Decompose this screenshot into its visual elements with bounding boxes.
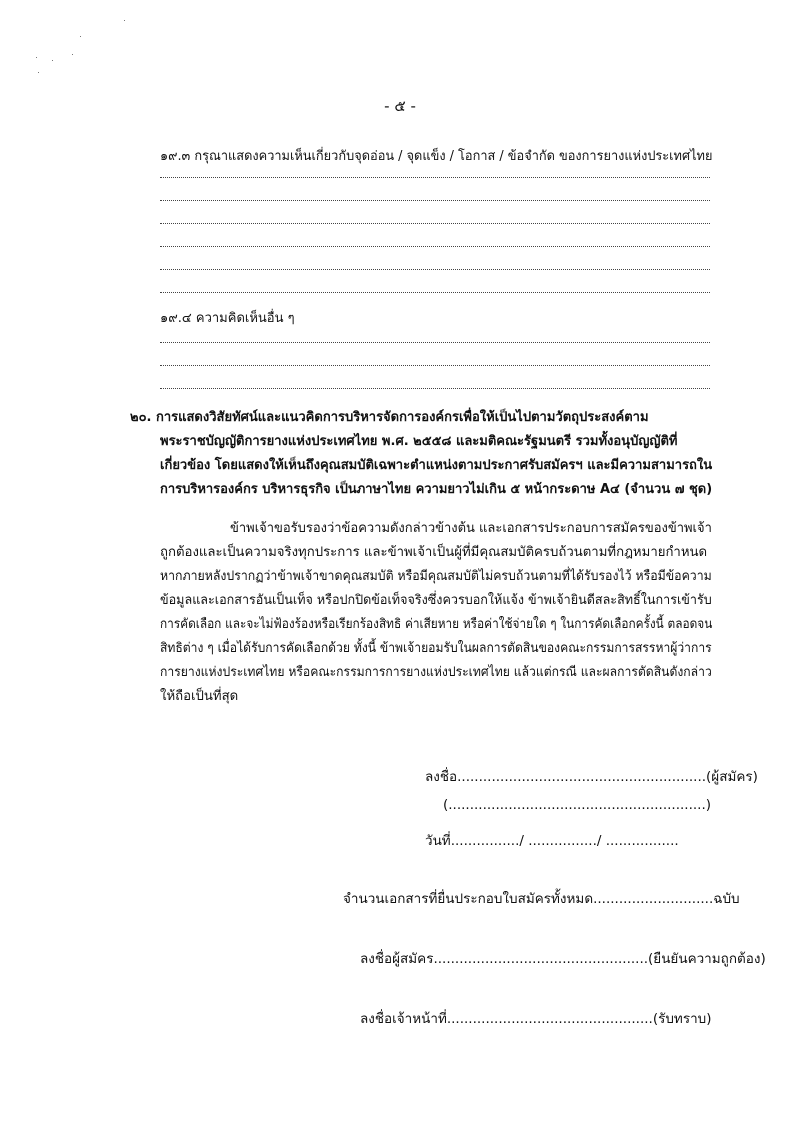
- declaration-line: หากภายหลังปรากฏว่าข้าพเจ้าขาดคุณสมบัติ หรือมีคุณสมบัติไม่ครบถ้วนตามที่ได้รับรองไว้ หรือมีข้อความ: [160, 569, 712, 584]
- answer-line[interactable]: [160, 200, 710, 201]
- documents-count-line[interactable]: จำนวนเอกสารที่ยื่นประกอบใบสมัครทั้งหมด............................ฉบับ: [343, 891, 740, 907]
- answer-line[interactable]: [160, 246, 710, 247]
- section-20-line: การบริหารองค์กร บริหารธุรกิจ เป็นภาษาไทย ความยาวไม่เกิน ๕ หน้ากระดาษ A๔ (จำนวน ๗ ชุด): [160, 482, 713, 497]
- declaration-line: ข้าพเจ้าขอรับรองว่าข้อความดังกล่าวข้างต้น และเอกสารประกอบการสมัครของข้าพเจ้า: [230, 521, 712, 536]
- answer-line[interactable]: [160, 223, 710, 224]
- applicant-signature-line[interactable]: ลงชื่อ..........................................................(ผู้สมัคร): [425, 769, 758, 785]
- section-20-line: เกี่ยวข้อง โดยแสดงให้เห็นถึงคุณสมบัติเฉพาะตำแหน่งตามประกาศรับสมัครฯ และมีความสามารถใน: [160, 458, 713, 473]
- declaration-line: การคัดเลือก และจะไม่ฟ้องร้องหรือเรียกร้องสิทธิ ค่าเสียหาย หรือค่าใช้จ่ายใด ๆ ในการคัดเลือกครั้งนี้ ตลอดจน: [160, 617, 713, 632]
- officer-signature-line[interactable]: ลงชื่อเจ้าหน้าที่................................................(รับทราบ): [360, 1011, 712, 1027]
- answer-line[interactable]: [160, 269, 710, 270]
- applicant-name-line[interactable]: (............................................................): [443, 797, 712, 813]
- declaration-line: สิทธิต่าง ๆ เมื่อได้รับการคัดเลือกด้วย ทั้งนี้ ข้าพเจ้ายอมรับในผลการตัดสินของคณะกรรมการสรรหาผู้ว่าการ: [160, 641, 712, 656]
- question-19-3-label: ๑๙.๓ กรุณาแสดงความเห็นเกี่ยวกับจุดอ่อน / จุดแข็ง / โอกาส / ข้อจำกัด ของการยางแห่งประเทศไทย: [160, 149, 713, 164]
- declaration-line: ถูกต้องและเป็นความจริงทุกประการ และข้าพเจ้าเป็นผู้ที่มีคุณสมบัติครบถ้วนตามที่กฎหมายกำหนด: [160, 545, 708, 560]
- section-20-line: ๒๐. การแสดงวิสัยทัศน์และแนวคิดการบริหารจัดการองค์กรเพื่อให้เป็นไปตามวัตถุประสงค์ตาม: [130, 410, 649, 425]
- answer-line[interactable]: [160, 292, 710, 293]
- declaration-line: ข้อมูลและเอกสารอันเป็นเท็จ หรือปกปิดข้อเท็จจริงซึ่งควรบอกให้แจ้ง ข้าพเจ้ายินดีสละสิทธิ์ในการเข้ารับ: [160, 593, 712, 608]
- answer-line[interactable]: [160, 388, 710, 389]
- question-19-4-label: ๑๙.๔ ความคิดเห็นอื่น ๆ: [160, 311, 295, 326]
- declaration-line: การยางแห่งประเทศไทย หรือคณะกรรมการการยางแห่งประเทศไทย แล้วแต่กรณี และผลการตัดสินดังกล่าว: [160, 665, 712, 680]
- answer-line[interactable]: [160, 365, 710, 366]
- declaration-line: ให้ถือเป็นที่สุด: [160, 689, 239, 704]
- page-number: - ๕ -: [384, 97, 416, 115]
- date-line[interactable]: วันที่................/ ................/ .................: [425, 833, 679, 849]
- applicant-confirm-signature-line[interactable]: ลงชื่อผู้สมัคร..................................................(ยืนยันความถูกต้อง): [360, 951, 766, 967]
- section-20-line: พระราชบัญญัติการยางแห่งประเทศไทย พ.ศ. ๒๕๕๘ และมติคณะรัฐมนตรี รวมทั้งอนุบัญญัติที่: [160, 434, 678, 449]
- answer-line[interactable]: [160, 177, 710, 178]
- answer-line[interactable]: [160, 342, 710, 343]
